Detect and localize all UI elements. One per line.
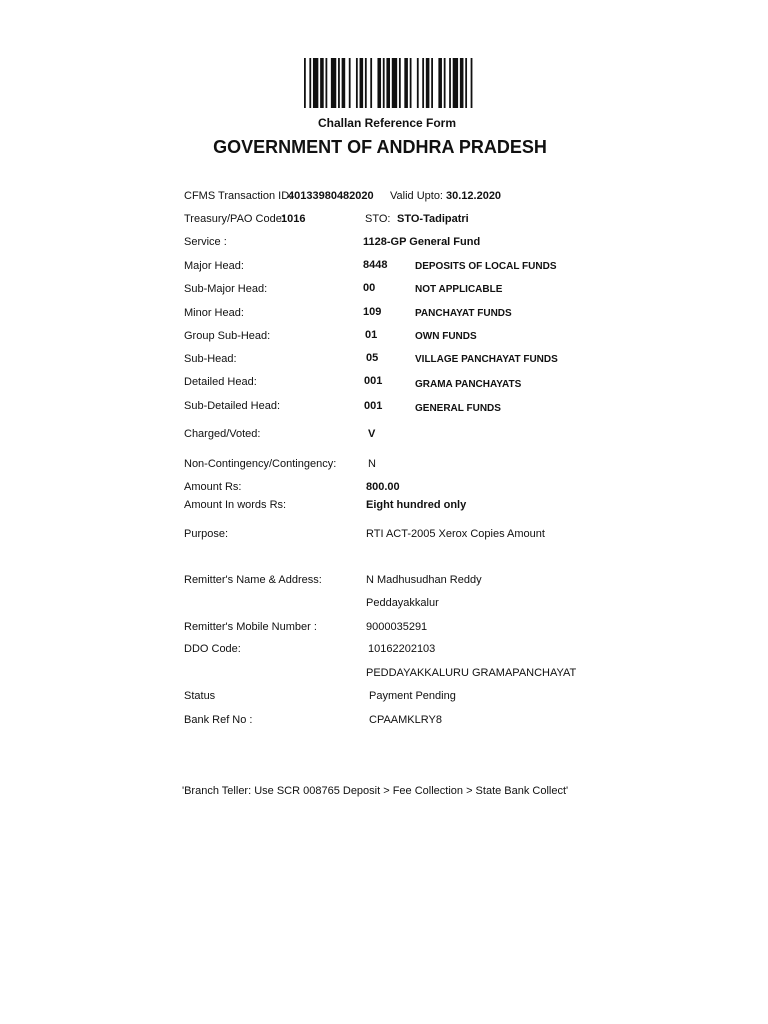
head-description: NOT APPLICABLE (415, 284, 503, 295)
cfms-transaction-value: 40133980482020 (288, 190, 374, 202)
head-description: VILLAGE PANCHAYAT FUNDS (415, 354, 558, 365)
head-label: Sub-Head: (184, 353, 237, 365)
ddo-code-value: 10162202103 (368, 643, 436, 655)
ddo-name-value: PEDDAYAKKALURU GRAMAPANCHAYAT (366, 667, 577, 679)
head-code: 001 (364, 400, 383, 412)
status-label: Status (184, 690, 216, 702)
government-title: GOVERNMENT OF ANDHRA PRADESH (213, 137, 547, 157)
treasury-code-value: 1016 (281, 213, 306, 225)
head-description: DEPOSITS OF LOCAL FUNDS (415, 261, 557, 272)
head-description: OWN FUNDS (415, 331, 477, 342)
remitter-mobile-label: Remitter's Mobile Number : (184, 621, 317, 633)
remitter-mobile-value: 9000035291 (366, 621, 428, 633)
barcode-image (304, 58, 476, 108)
charged-voted-label: Charged/Voted: (184, 428, 261, 440)
remitter-name-value: N Madhusudhan Reddy (366, 574, 482, 586)
service-label: Service : (184, 236, 227, 248)
form-title: Challan Reference Form (317, 116, 457, 130)
head-label: Detailed Head: (184, 376, 257, 388)
contingency-value: N (368, 458, 376, 470)
head-label: Group Sub-Head: (184, 330, 271, 342)
amount-words-value: Eight hundred only (366, 499, 467, 511)
treasury-code-label: Treasury/PAO Code: (184, 213, 285, 225)
ddo-code-label: DDO Code: (184, 643, 241, 655)
head-description: PANCHAYAT FUNDS (415, 308, 512, 319)
bank-ref-label: Bank Ref No : (184, 714, 253, 726)
branch-teller-note: 'Branch Teller: Use SCR 008765 Deposit > Fee Collection > State Bank Collect' (182, 785, 569, 797)
head-description: GENERAL FUNDS (415, 403, 501, 414)
bank-ref-value: CPAAMKLRY8 (369, 714, 442, 726)
remitter-name-label: Remitter's Name & Address: (184, 574, 322, 586)
status-value: Payment Pending (369, 690, 456, 702)
head-code: 109 (363, 306, 382, 318)
head-code: 00 (363, 282, 376, 294)
remitter-address-value: Peddayakkalur (366, 597, 439, 609)
charged-voted-value: V (368, 428, 376, 440)
head-label: Major Head: (184, 260, 244, 272)
valid-upto-label: Valid Upto: (390, 190, 443, 202)
head-code: 05 (366, 352, 379, 364)
head-label: Sub-Major Head: (184, 283, 268, 295)
valid-upto-value: 30.12.2020 (446, 190, 502, 202)
head-description: GRAMA PANCHAYATS (415, 379, 522, 390)
amount-value: 800.00 (366, 481, 400, 493)
purpose-label: Purpose: (184, 528, 229, 540)
amount-label: Amount Rs: (184, 481, 242, 493)
head-label: Minor Head: (184, 307, 244, 319)
contingency-label: Non-Contingency/Contingency: (184, 458, 337, 470)
amount-words-label: Amount In words Rs: (184, 499, 287, 511)
sto-label: STO: (365, 213, 391, 225)
cfms-transaction-label: CFMS Transaction ID: (184, 190, 293, 202)
head-code: 001 (364, 375, 383, 387)
head-code: 01 (365, 329, 378, 341)
head-label: Sub-Detailed Head: (184, 400, 281, 412)
head-code: 8448 (363, 259, 388, 271)
sto-value: STO-Tadipatri (397, 213, 469, 225)
service-value: 1128-GP General Fund (363, 236, 481, 248)
purpose-value: RTI ACT-2005 Xerox Copies Amount (366, 528, 545, 540)
